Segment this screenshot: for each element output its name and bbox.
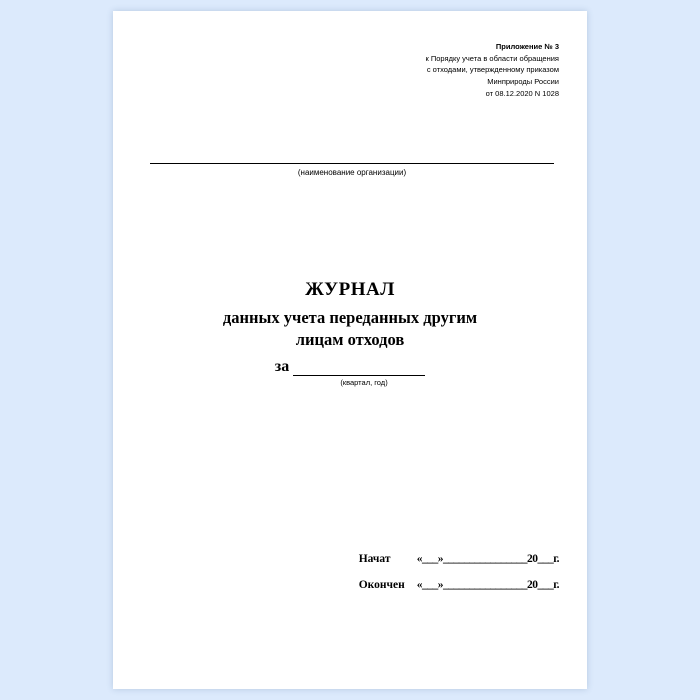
document-subtitle-line-1: данных учета переданных другим — [222, 308, 478, 327]
organization-name-caption: (наименование организации) — [297, 168, 407, 177]
organization-name-rule — [150, 163, 554, 164]
started-value: «___»________________20___г. — [416, 553, 559, 565]
finished-value: «___»________________20___г. — [416, 579, 559, 591]
appendix-line-4: Минприроды России — [487, 76, 559, 86]
appendix-line-1: Приложение № 3 — [495, 42, 559, 51]
finished-label: Окончен — [358, 579, 405, 591]
period-caption-wrap — [143, 378, 557, 387]
footer-block — [359, 553, 559, 605]
document-title: ЖУРНАЛ — [305, 279, 395, 300]
appendix-line-3: с отходами, утвержденному приказом — [426, 65, 559, 75]
appendix-reference — [426, 41, 560, 99]
period-label: за — [274, 358, 290, 375]
finished-row — [359, 579, 559, 591]
appendix-line-5: от 08.12.2020 N 1028 — [485, 88, 559, 98]
started-row — [359, 553, 559, 565]
period-fill-line — [293, 361, 425, 376]
document-subtitle-line-2: лицам отходов — [295, 330, 405, 350]
started-label: Начат — [358, 553, 391, 565]
period-caption: (квартал, год) — [340, 378, 388, 387]
period-row — [143, 358, 557, 376]
title-block — [143, 279, 557, 352]
appendix-line-2: к Порядку учета в области обращения — [425, 53, 559, 63]
document-page — [113, 11, 587, 689]
document-sheet — [113, 11, 587, 689]
